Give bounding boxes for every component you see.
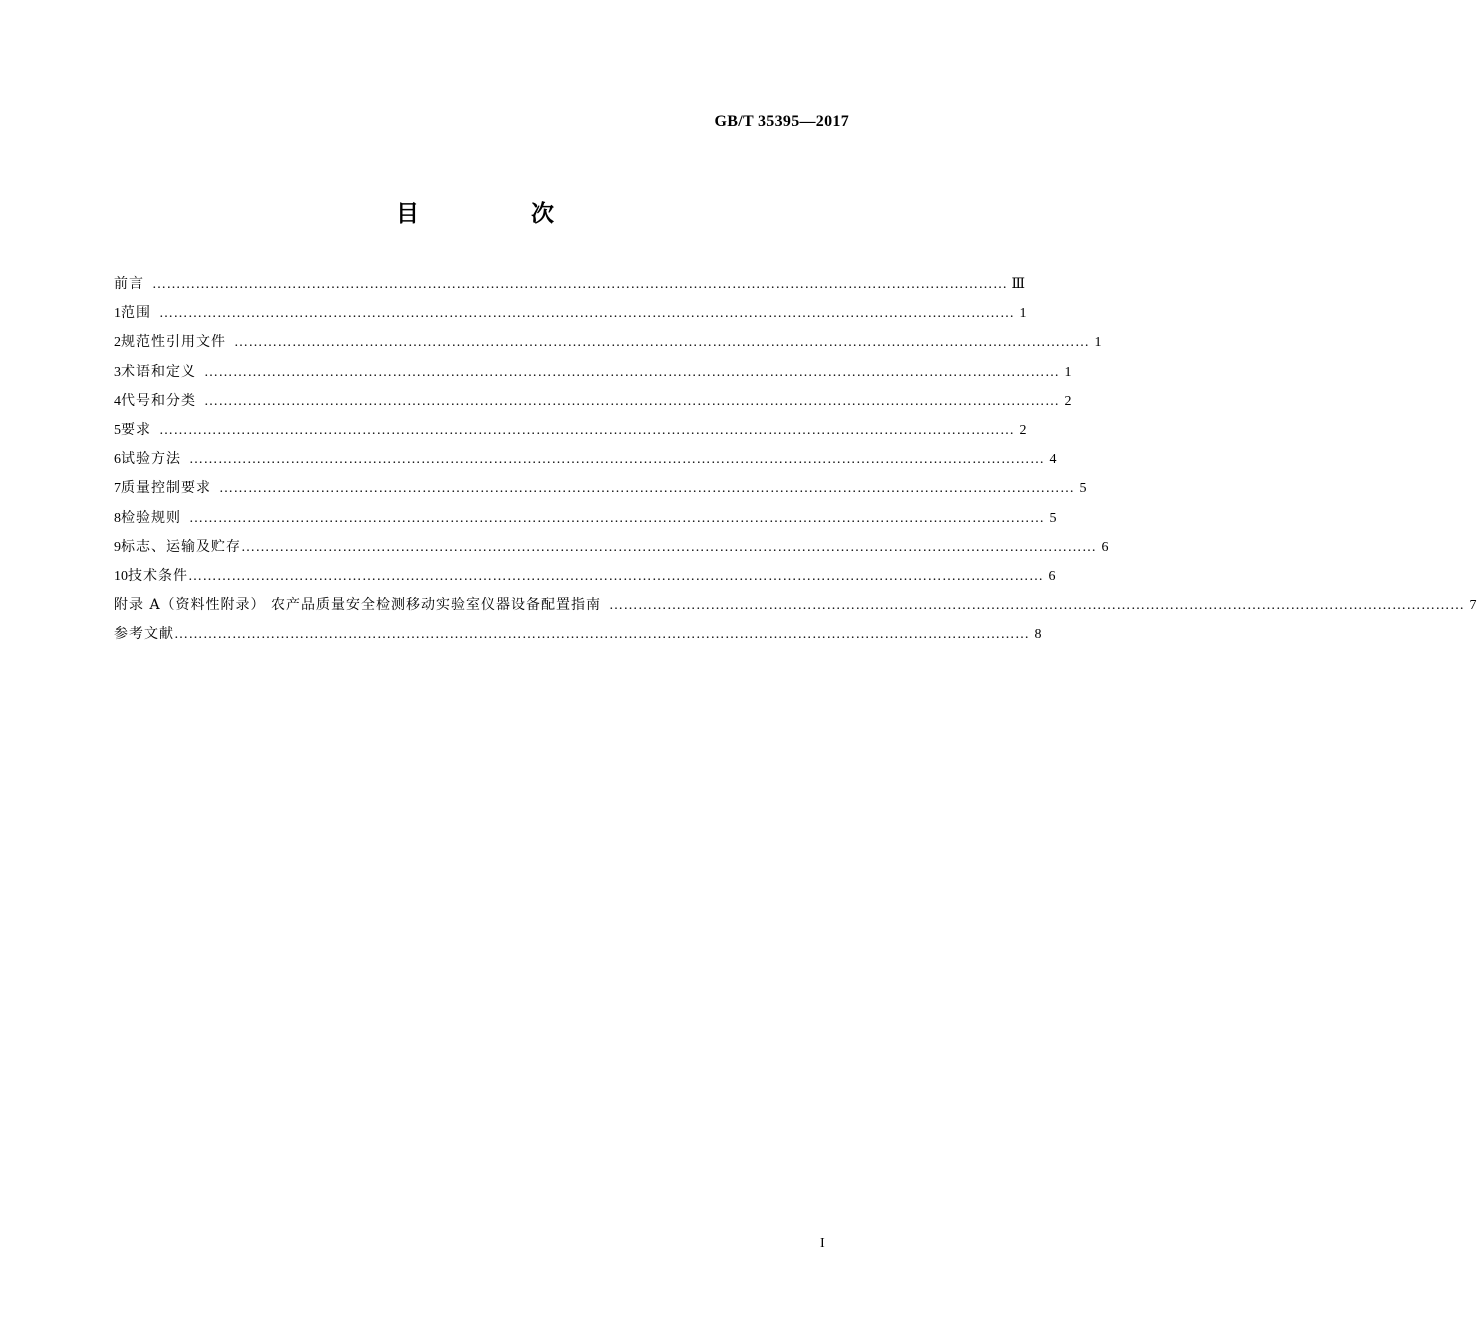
toc-entry-bibliography[interactable]	[114, 620, 1042, 649]
dot-leader: ……………………………………………………………………………………………………………………………………………………………	[174, 627, 1030, 643]
toc-entry-page: Ⅲ	[1011, 277, 1026, 292]
dot-leader: ……………………………………………………………………………………………………………………………………………………………	[219, 481, 1075, 497]
toc-entry-label: 试验方法	[121, 451, 181, 468]
toc-entry-page: 2	[1019, 422, 1027, 438]
toc-entry-label: 技术条件	[128, 567, 188, 584]
toc-entry-number: 2	[114, 335, 121, 351]
toc-entry-label: 参考文献	[114, 626, 174, 643]
toc-entry-label: 规范性引用文件	[121, 334, 226, 351]
toc-entry-page: 4	[1049, 452, 1057, 468]
toc-entry-number: 7	[114, 481, 121, 497]
toc-entry-label: 代号和分类	[121, 392, 196, 409]
dot-leader: ……………………………………………………………………………………………………………………………………………………………	[189, 452, 1045, 468]
toc-entry-label: 要求	[121, 421, 151, 438]
toc-entry-page: 2	[1064, 393, 1072, 409]
toc-entry-foreword[interactable]	[114, 270, 1026, 299]
toc-entry-test-methods[interactable]	[114, 445, 1057, 474]
toc-entry-label: 质量控制要求	[121, 480, 211, 497]
toc-entry-page: 6	[1101, 539, 1109, 555]
dot-leader: ……………………………………………………………………………………………………………………………………………………………	[188, 568, 1044, 584]
toc-entry-page: 8	[1034, 627, 1042, 643]
toc-entry-quality-control[interactable]	[114, 474, 1087, 503]
dot-leader: ……………………………………………………………………………………………………………………………………………………………	[159, 422, 1015, 438]
dot-leader: ……………………………………………………………………………………………………………………………………………………………	[241, 539, 1097, 555]
page-number: I	[820, 1236, 825, 1251]
toc-entry-label: 术语和定义	[121, 363, 196, 380]
dot-leader: ……………………………………………………………………………………………………………………………………………………………	[189, 510, 1045, 526]
toc-entry-page: 1	[1094, 335, 1102, 351]
dot-leader: ……………………………………………………………………………………………………………………………………………………………	[159, 306, 1015, 322]
toc-entry-scope[interactable]	[114, 299, 1027, 328]
toc-entry-inspection-rules[interactable]	[114, 504, 1057, 533]
toc-entry-codes[interactable]	[114, 387, 1072, 416]
toc-entry-number: 6	[114, 452, 121, 468]
toc-entry-number: 10	[114, 568, 128, 584]
toc-entry-label: 检验规则	[121, 509, 181, 526]
toc-entry-marking-transport[interactable]	[114, 533, 1109, 562]
toc-entry-page: 7	[1469, 598, 1477, 614]
table-of-contents	[114, 270, 1477, 649]
toc-entry-normative-references[interactable]	[114, 328, 1102, 357]
toc-entry-page: 5	[1079, 481, 1087, 497]
toc-entry-requirements[interactable]	[114, 416, 1027, 445]
toc-entry-number: 5	[114, 422, 121, 438]
toc-entry-label: 范围	[121, 305, 151, 322]
dot-leader: ……………………………………………………………………………………………………………………………………………………………	[234, 335, 1090, 351]
toc-entry-appendix-a[interactable]	[114, 591, 1477, 620]
dot-leader: ……………………………………………………………………………………………………………………………………………………………	[609, 598, 1465, 614]
toc-entry-number: 3	[114, 364, 121, 380]
toc-entry-number: 4	[114, 393, 121, 409]
dot-leader: ……………………………………………………………………………………………………………………………………………………………	[204, 393, 1060, 409]
toc-entry-number: 1	[114, 306, 121, 322]
dot-leader: ……………………………………………………………………………………………………………………………………………………………	[152, 277, 1008, 292]
toc-entry-number: 8	[114, 510, 121, 526]
toc-entry-page: 5	[1049, 510, 1057, 526]
toc-entry-terms[interactable]	[114, 358, 1072, 387]
standard-code: GB/T 35395—2017	[714, 113, 849, 130]
toc-entry-page: 6	[1048, 568, 1056, 584]
toc-entry-page: 1	[1019, 306, 1027, 322]
toc-entry-label: 前言	[114, 276, 144, 292]
page-title: 目 次	[395, 201, 606, 227]
dot-leader: ……………………………………………………………………………………………………………………………………………………………	[204, 364, 1060, 380]
toc-entry-technical-conditions[interactable]	[114, 562, 1056, 591]
toc-entry-page: 1	[1064, 364, 1072, 380]
toc-entry-label: 附录 A（资料性附录） 农产品质量安全检测移动实验室仪器设备配置指南	[114, 597, 602, 614]
toc-entry-number: 9	[114, 539, 121, 555]
toc-entry-label: 标志、运输及贮存	[121, 538, 241, 555]
